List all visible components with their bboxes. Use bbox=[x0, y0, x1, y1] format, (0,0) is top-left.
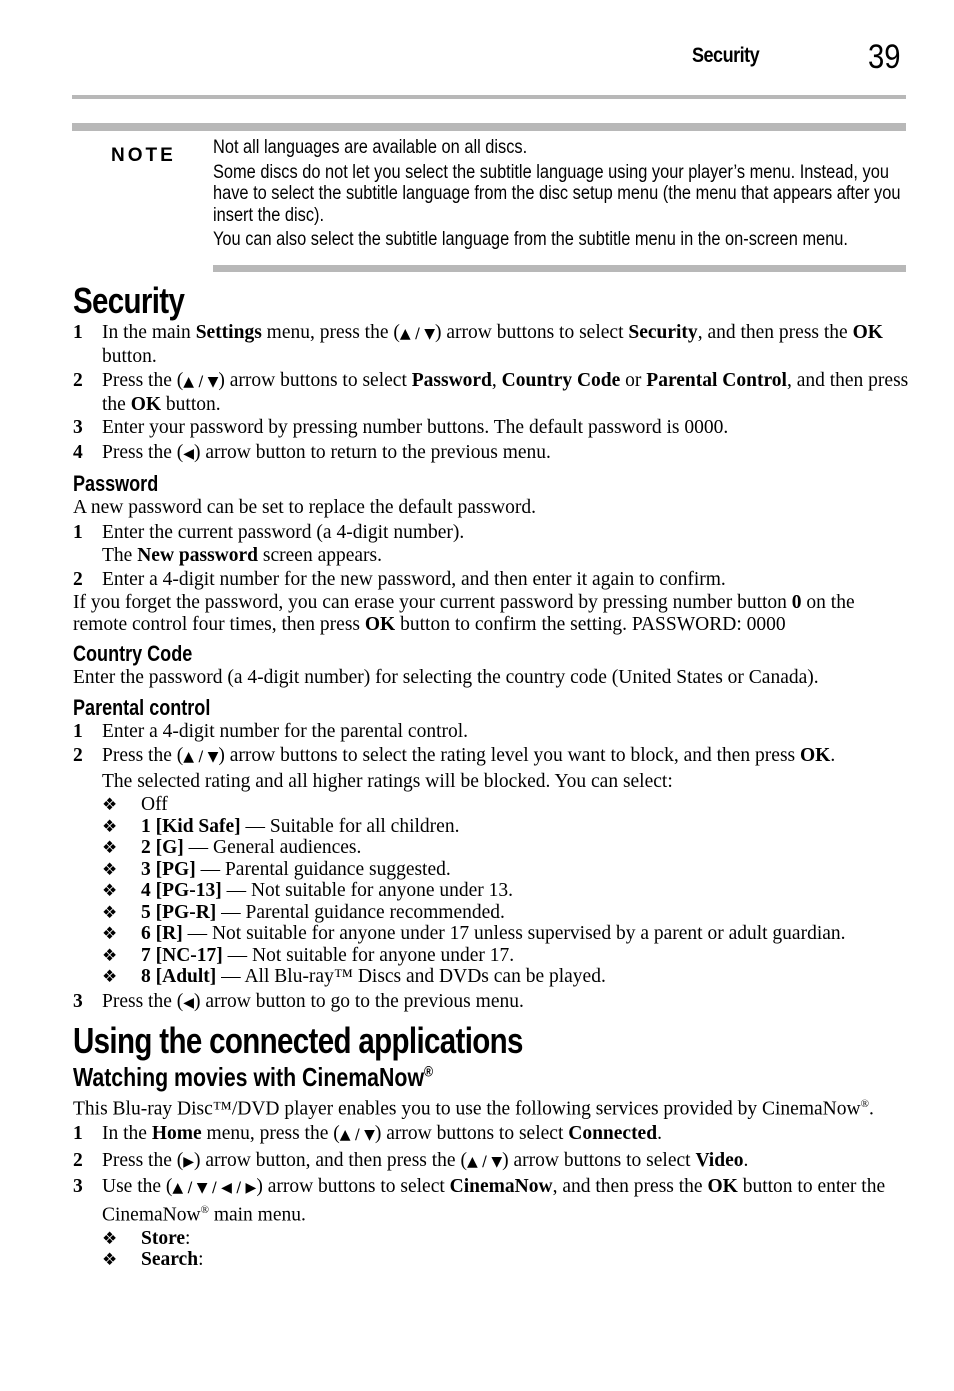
subsection-title-password: Password bbox=[73, 471, 159, 496]
cinemanow-step bbox=[73, 1150, 913, 1174]
subsection-title-parental-control: Parental control bbox=[73, 694, 211, 720]
security-step bbox=[73, 442, 913, 466]
list-item: ❖ 1 [Kid Safe] — Suitable for all children. bbox=[102, 815, 460, 837]
up-down-arrow-icon: ▲ / ▼ bbox=[183, 374, 219, 390]
list-item: ❖ 6 [R] — Not suitable for anyone under 17 unless supervised by a parent or adult guardian. bbox=[102, 923, 846, 944]
step-number: 1 bbox=[73, 521, 83, 543]
password-step-note: The New password screen appears. bbox=[102, 545, 382, 566]
diamond-bullet-icon: ❖ bbox=[102, 1228, 118, 1248]
cinemanow-step bbox=[73, 1123, 913, 1147]
step-text: Enter a 4-digit number for the parental control. bbox=[102, 720, 469, 742]
step-number: 3 bbox=[73, 990, 83, 1012]
list-item: ❖ Search: bbox=[102, 1249, 204, 1270]
subsection-title-cinemanow: Watching movies with CinemaNow® bbox=[73, 1062, 434, 1092]
page-number: 39 bbox=[868, 38, 901, 76]
country-code-text: Enter the password (a 4-digit number) for selecting the country code (United States or Canada). bbox=[73, 667, 819, 688]
diamond-bullet-icon: ❖ bbox=[102, 838, 118, 857]
step-number: 4 bbox=[73, 441, 83, 463]
list-item: ❖ 7 [NC-17] — Not suitable for anyone under 17. bbox=[102, 944, 515, 966]
section-title-security: Security bbox=[73, 280, 185, 321]
left-arrow-icon: ◀ bbox=[183, 445, 195, 462]
password-intro: A new password can be set to replace the default password. bbox=[73, 497, 536, 518]
step-number: 2 bbox=[73, 745, 83, 766]
rating-list bbox=[73, 794, 913, 988]
list-item: ❖ 8 [Adult] — All Blu-ray™ Discs and DVDs can be played. bbox=[102, 966, 606, 987]
diamond-bullet-icon: ❖ bbox=[102, 881, 118, 900]
note-line: Not all languages are available on all discs. bbox=[213, 136, 528, 158]
section-title-connected-applications: Using the connected applications bbox=[73, 1020, 523, 1061]
parental-step bbox=[73, 991, 913, 1015]
step-number: 1 bbox=[73, 322, 83, 343]
subsection-title-country-code: Country Code bbox=[73, 641, 193, 666]
left-arrow-icon: ◀ bbox=[183, 994, 195, 1011]
note-line: You can also select the subtitle language from the subtitle menu in the on-screen menu. bbox=[213, 228, 848, 250]
parental-step bbox=[73, 721, 913, 743]
header-rule bbox=[72, 95, 906, 99]
step-number: 2 bbox=[73, 370, 83, 391]
main-content bbox=[73, 280, 913, 1271]
note-label: NOTE bbox=[111, 145, 176, 166]
cinemanow-intro: This Blu-ray Disc™/DVD player enables you to use the following services provided by CinemaNow®. bbox=[73, 1098, 874, 1120]
diamond-bullet-icon: ❖ bbox=[102, 795, 118, 814]
security-step bbox=[73, 417, 913, 439]
step-text: Press the (▲ / ▼) arrow buttons to select the rating level you want to block, and then press OK. bbox=[102, 745, 913, 769]
step-number: 1 bbox=[73, 720, 83, 742]
diamond-bullet-icon: ❖ bbox=[102, 967, 118, 986]
password-step bbox=[73, 569, 913, 591]
parental-step-note: The selected rating and all higher ratings will be blocked. You can select: bbox=[102, 770, 673, 792]
step-number: 1 bbox=[73, 1123, 83, 1144]
four-way-arrow-icon: ▲ / ▼ / ◀ / ▶ bbox=[172, 1180, 257, 1196]
diamond-bullet-icon: ❖ bbox=[102, 945, 118, 965]
step-number: 2 bbox=[73, 1149, 83, 1171]
step-text: Enter the current password (a 4-digit number). bbox=[102, 521, 465, 543]
password-forget-text: If you forget the password, you can erase your current password by pressing number button 0 on the remote control four times, then press OK button to confirm the setting. PASSWORD: 0000 bbox=[73, 592, 855, 635]
up-down-arrow-icon: ▲ / ▼ bbox=[339, 1127, 375, 1143]
note-line: Some discs do not let you select the subtitle language using your player’s menu. Instead, you have to select the subtitle language from the disc setup menu (the menu that appears after you insert the disc). bbox=[213, 160, 901, 226]
list-item: ❖ Store: bbox=[102, 1227, 191, 1249]
list-item: ❖ Off bbox=[102, 794, 168, 815]
step-text: Press the (▲ / ▼) arrow buttons to select Password, Country Code or Parental Control, and then press the OK button. bbox=[102, 370, 909, 415]
diamond-bullet-icon: ❖ bbox=[102, 1250, 118, 1269]
up-down-arrow-icon: ▲ / ▼ bbox=[466, 1153, 503, 1170]
step-text: Use the (▲ / ▼ / ◀ / ▶) arrow buttons to select CinemaNow, and then press the OK button to enter the CinemaNow® main menu. bbox=[102, 1176, 886, 1225]
up-down-arrow-icon: ▲ / ▼ bbox=[399, 326, 436, 342]
step-text: Press the (◀) arrow button to return to the previous menu. bbox=[102, 442, 913, 466]
diamond-bullet-icon: ❖ bbox=[102, 859, 118, 879]
parental-step bbox=[73, 745, 913, 769]
step-text: Press the (▶) arrow button, and then press the (▲ / ▼) arrow buttons to select Video. bbox=[102, 1150, 913, 1174]
security-step bbox=[73, 322, 913, 367]
running-header-section: Security bbox=[692, 44, 760, 67]
step-text: In the main Settings menu, press the (▲ / ▼) arrow buttons to select Security, and then press the OK button. bbox=[102, 322, 883, 367]
up-down-arrow-icon: ▲ / ▼ bbox=[183, 749, 219, 765]
step-number: 2 bbox=[73, 568, 83, 590]
diamond-bullet-icon: ❖ bbox=[102, 924, 118, 943]
right-arrow-icon: ▶ bbox=[183, 1153, 195, 1170]
step-text: Enter a 4-digit number for the new password, and then enter it again to confirm. bbox=[102, 568, 726, 590]
list-item: ❖ 5 [PG-R] — Parental guidance recommended. bbox=[102, 901, 505, 923]
diamond-bullet-icon: ❖ bbox=[102, 816, 118, 836]
cinemanow-menu-list bbox=[73, 1228, 913, 1271]
step-text: Press the (◀) arrow button to go to the previous menu. bbox=[102, 991, 913, 1015]
list-item: ❖ 2 [G] — General audiences. bbox=[102, 837, 362, 858]
security-step bbox=[73, 370, 913, 415]
step-text: In the Home menu, press the (▲ / ▼) arrow buttons to select Connected. bbox=[102, 1123, 913, 1147]
step-number: 3 bbox=[73, 1176, 83, 1197]
list-item: ❖ 3 [PG] — Parental guidance suggested. bbox=[102, 858, 451, 880]
note-top-bar bbox=[72, 123, 906, 131]
cinemanow-step bbox=[73, 1176, 913, 1226]
note-bottom-bar bbox=[213, 265, 906, 272]
note-body bbox=[213, 137, 913, 254]
step-number: 3 bbox=[73, 417, 83, 438]
password-step bbox=[73, 522, 913, 544]
list-item: ❖ 4 [PG-13] — Not suitable for anyone under 13. bbox=[102, 880, 514, 901]
diamond-bullet-icon: ❖ bbox=[102, 902, 118, 922]
step-text: Enter your password by pressing number buttons. The default password is 0000. bbox=[102, 417, 729, 438]
